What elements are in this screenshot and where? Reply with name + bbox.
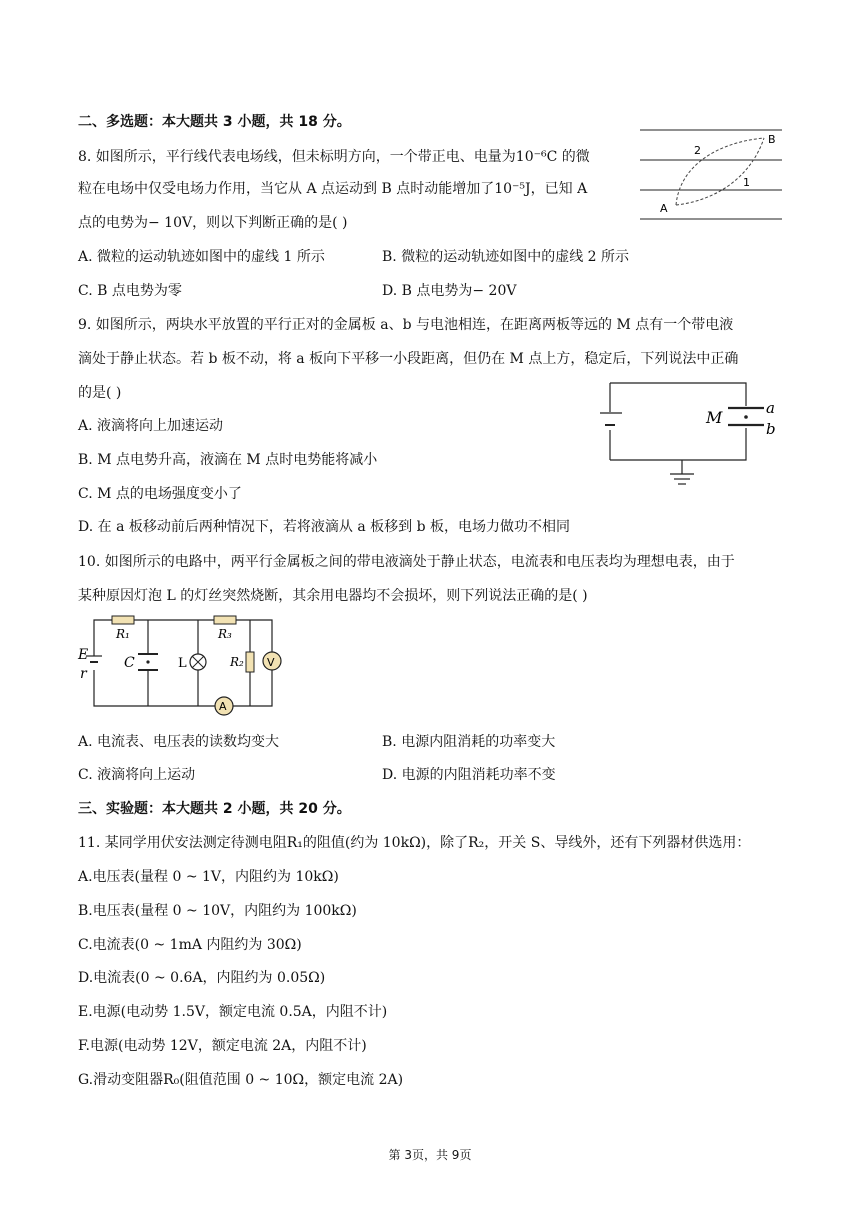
- q10-fig-label-r3: R₃: [218, 627, 232, 641]
- q11-item-d: D.电流表(0 ~ 0.6A，内阻约为 0.05Ω): [78, 970, 326, 986]
- q8-option-d: D. B 点电势为− 20V: [382, 283, 517, 299]
- q9-stem-line2: 滴处于静止状态。若 b 板不动，将 a 板向下平移一小段距离，但仍在 M 点上方，稳定后，下列说法中正确: [78, 351, 739, 367]
- q8-fig-label-a: A: [660, 202, 668, 215]
- q9-option-c: C. M 点的电场强度变小了: [78, 486, 242, 502]
- q11-item-c: C.电流表(0 ~ 1mA 内阻约为 30Ω): [78, 937, 302, 953]
- q8-stem-line2: 粒在电场中仅受电场力作用，当它从 A 点运动到 B 点时动能增加了10⁻⁵J，已知 A: [78, 181, 588, 197]
- q10-fig-label-r2: R₂: [230, 655, 244, 669]
- q10-option-d: D. 电源的内阻消耗功率不变: [382, 767, 556, 783]
- q8-field-line-diagram: [640, 124, 790, 224]
- q10-fig-label-r1: R₁: [116, 627, 130, 641]
- q11-item-a: A.电压表(量程 0 ~ 1V，内阻约为 10kΩ): [78, 869, 339, 885]
- q10-fig-label-l: L: [178, 656, 187, 671]
- q10-stem-line2: 某种原因灯泡 L 的灯丝突然烧断，其余用电器均不会损坏，则下列说法正确的是( ): [78, 588, 588, 604]
- q8-stem-line1: 8. 如图所示，平行线代表电场线，但未标明方向，一个带正电、电量为10⁻⁶C 的微: [78, 149, 590, 165]
- q10-fig-label-r: r: [80, 666, 87, 682]
- q9-capacitor-diagram: [600, 376, 790, 496]
- q10-option-a: A. 电流表、电压表的读数均变大: [78, 734, 280, 750]
- section-heading-multiple-choice: 二、多选题：本大题共 3 小题，共 18 分。: [78, 114, 351, 130]
- q10-fig-label-c: C: [124, 655, 135, 671]
- q8-fig-label-2: 2: [694, 144, 701, 157]
- q9-fig-label-a: a: [766, 399, 775, 417]
- section-heading-experiment: 三、实验题：本大题共 2 小题，共 20 分。: [78, 801, 351, 817]
- q11-item-f: F.电源(电动势 12V，额定电流 2A，内阻不计): [78, 1038, 367, 1054]
- q10-option-c: C. 液滴将向上运动: [78, 767, 196, 783]
- q10-option-b: B. 电源内阻消耗的功率变大: [382, 734, 556, 750]
- page-footer: 第 3页，共 9页: [388, 1148, 472, 1162]
- q10-fig-label-a: A: [219, 700, 227, 713]
- q9-stem-line3: 的是( ): [78, 385, 122, 401]
- q9-option-d: D. 在 a 板移动前后两种情况下，若将液滴从 a 板移到 b 板，电场力做功不相同: [78, 519, 570, 535]
- q11-item-e: E.电源(电动势 1.5V，额定电流 0.5A，内阻不计): [78, 1004, 388, 1020]
- q9-stem-line1: 9. 如图所示，两块水平放置的平行正对的金属板 a、b 与电池相连，在距离两板等远的 M 点有一个带电液: [78, 317, 734, 333]
- q9-option-b: B. M 点电势升高，液滴在 M 点时电势能将减小: [78, 452, 378, 468]
- q8-fig-label-b: B: [768, 133, 776, 146]
- q8-fig-label-1: 1: [743, 176, 750, 189]
- q8-option-c: C. B 点电势为零: [78, 283, 182, 299]
- q10-circuit-diagram: [78, 612, 298, 722]
- q9-fig-label-b: b: [766, 420, 776, 438]
- q9-fig-label-m: M: [706, 408, 723, 427]
- q8-option-a: A. 微粒的运动轨迹如图中的虚线 1 所示: [78, 249, 325, 265]
- q11-item-g: G.滑动变阻器R₀(阻值范围 0 ~ 10Ω，额定电流 2A): [78, 1072, 404, 1088]
- q9-option-a: A. 液滴将向上加速运动: [78, 418, 224, 434]
- q11-item-b: B.电压表(量程 0 ~ 10V，内阻约为 100kΩ): [78, 903, 357, 919]
- q11-stem-line1: 11. 某同学用伏安法测定待测电阻R₁的阻值(约为 10kΩ)，除了R₂，开关 S、导线外，还有下列器材供选用：: [78, 835, 751, 851]
- q10-fig-label-v: V: [267, 656, 275, 669]
- q8-option-b: B. 微粒的运动轨迹如图中的虚线 2 所示: [382, 249, 629, 265]
- q10-stem-line1: 10. 如图所示的电路中，两平行金属板之间的带电液滴处于静止状态，电流表和电压表均为理想电表，由于: [78, 554, 735, 570]
- q8-stem-line3: 点的电势为− 10V，则以下判断正确的是( ): [78, 215, 348, 231]
- q10-fig-label-e: E: [78, 647, 89, 663]
